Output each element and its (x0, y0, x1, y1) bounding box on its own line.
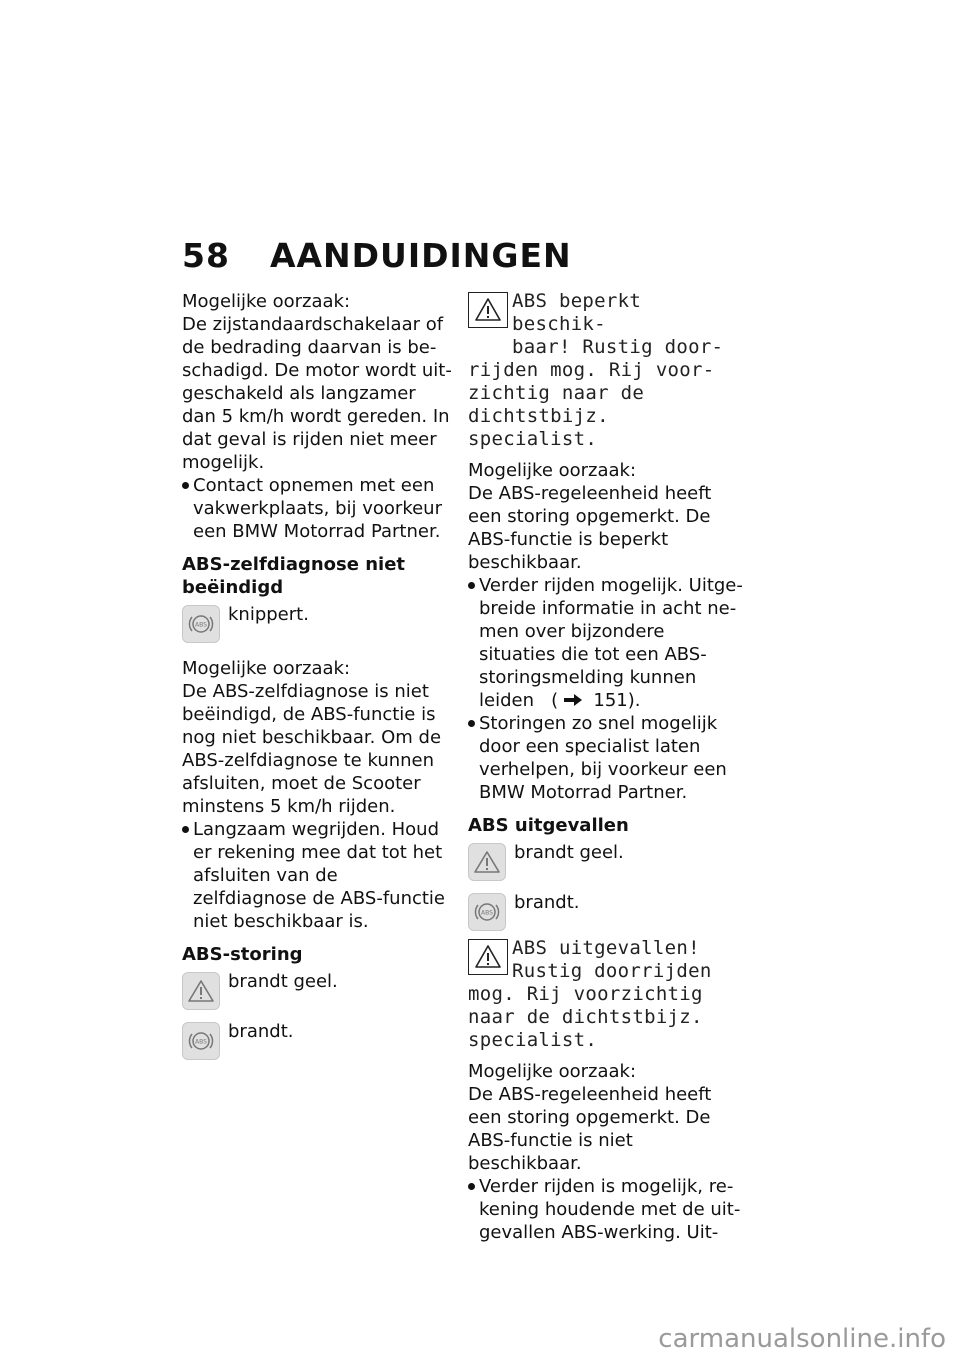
lamp-text: brandt. (228, 1021, 294, 1042)
cause-label: Mogelijke oorzaak: (468, 1061, 637, 1082)
cause-label: Mogelijke oorzaak: (468, 460, 637, 481)
left-column (182, 290, 452, 1066)
bullet-item: Verder rijden mogelijk. Uitgebreide informatie in acht nemen over bijzondere situaties die tot een ABS-storingsmelding kunnen leiden ( 151). (468, 574, 743, 712)
display-message-line: ABS uitgevallen! (512, 937, 700, 959)
abs-warning-icon (182, 605, 220, 643)
page-header (182, 236, 572, 275)
cause-label: Mogelijke oorzaak: (182, 658, 351, 679)
display-message-line: rijden mog. Rij voorzichtig naar de dichtstbijz. specialist. (468, 359, 715, 450)
display-message (468, 290, 743, 451)
svg-text:ABS: ABS (195, 1038, 207, 1046)
lamp-text: brandt geel. (228, 971, 338, 992)
general-warning-icon (182, 972, 220, 1010)
abs-warning-icon (182, 1022, 220, 1060)
lamp-text: knippert. (228, 604, 309, 625)
lamp-row (182, 970, 452, 1016)
bullet-item: Langzaam wegrijden. Houd er rekening mee dat tot het afsluiten van de zelfdiagnose de ABS-functie niet beschikbaar is. (182, 818, 452, 933)
display-warning-triangle-icon (468, 939, 508, 975)
cause-text: De ABS-regeleenheid heeft een storing opgemerkt. De ABS-functie is niet beschikbaar. (468, 1084, 712, 1174)
page-reference-arrow-icon (558, 690, 587, 711)
section-heading-uitgevallen: ABS uitgevallen (468, 815, 629, 836)
page-title: AANDUIDINGEN (269, 236, 572, 275)
lamp-text: brandt. (514, 892, 580, 913)
page-number: 58 (182, 236, 230, 275)
display-message (468, 937, 743, 1052)
svg-text:ABS: ABS (195, 621, 207, 629)
page-reference: 151). (593, 690, 641, 711)
lamp-row (468, 841, 743, 887)
bullet-item: Storingen zo snel mogelijk door een specialist laten verhelpen, bij voorkeur een BMW Motorrad Partner. (468, 712, 743, 804)
display-warning-triangle-icon (468, 292, 508, 328)
display-message-text (468, 290, 743, 451)
watermark: carmanualsonline.info (658, 1324, 946, 1354)
cause-text: De ABS-regeleenheid heeft een storing opgemerkt. De ABS-functie is beperkt beschikbaar. (468, 483, 712, 573)
right-column (468, 290, 743, 1244)
cause-text: De zijstandaardschakelaar of de bedrading daarvan is beschadigd. De motor wordt uitgeschakeld als langzamer dan 5 km/h wordt gereden. In dat geval is rijden niet meer mogelijk. (182, 314, 452, 473)
lamp-row (182, 603, 452, 649)
lamp-text: brandt geel. (514, 842, 624, 863)
bullet-item: Contact opnemen met een vakwerkplaats, bij voorkeur een BMW Motorrad Partner. (182, 474, 452, 543)
lamp-row (182, 1020, 452, 1066)
cause-text: De ABS-zelfdiagnose is niet beëindigd, de ABS-functie is nog niet beschikbaar. Om de ABS-zelfdiagnose te kunnen afsluiten, moet de Scooter minstens 5 km/h rijden. (182, 681, 442, 817)
display-message-line: baar! Rustig door- (512, 336, 724, 358)
abs-warning-icon (468, 893, 506, 931)
cause-label: Mogelijke oorzaak: (182, 291, 351, 312)
bullet-item: Verder rijden is mogelijk, rekening houdende met de uitgevallen ABS-werking. Uit- (468, 1175, 743, 1244)
lamp-row (468, 891, 743, 937)
display-message-line: ABS beperkt beschik- (512, 290, 642, 335)
display-message-line: mog. Rij voorzichtig naar de dichtstbijz. specialist. (468, 983, 703, 1051)
section-heading-selfdiag: ABS-zelfdiagnose niet beëindigd (182, 554, 406, 598)
display-message-text (468, 937, 743, 1052)
section-heading-storing: ABS-storing (182, 944, 303, 965)
bullet-text: Verder rijden mogelijk. Uitgebreide informatie in acht nemen over bijzondere situaties die tot een ABS-storingsmelding kunnen leiden (479, 575, 743, 711)
general-warning-icon (468, 843, 506, 881)
display-message-line: Rustig doorrijden (512, 960, 712, 982)
svg-text:ABS: ABS (481, 909, 493, 917)
